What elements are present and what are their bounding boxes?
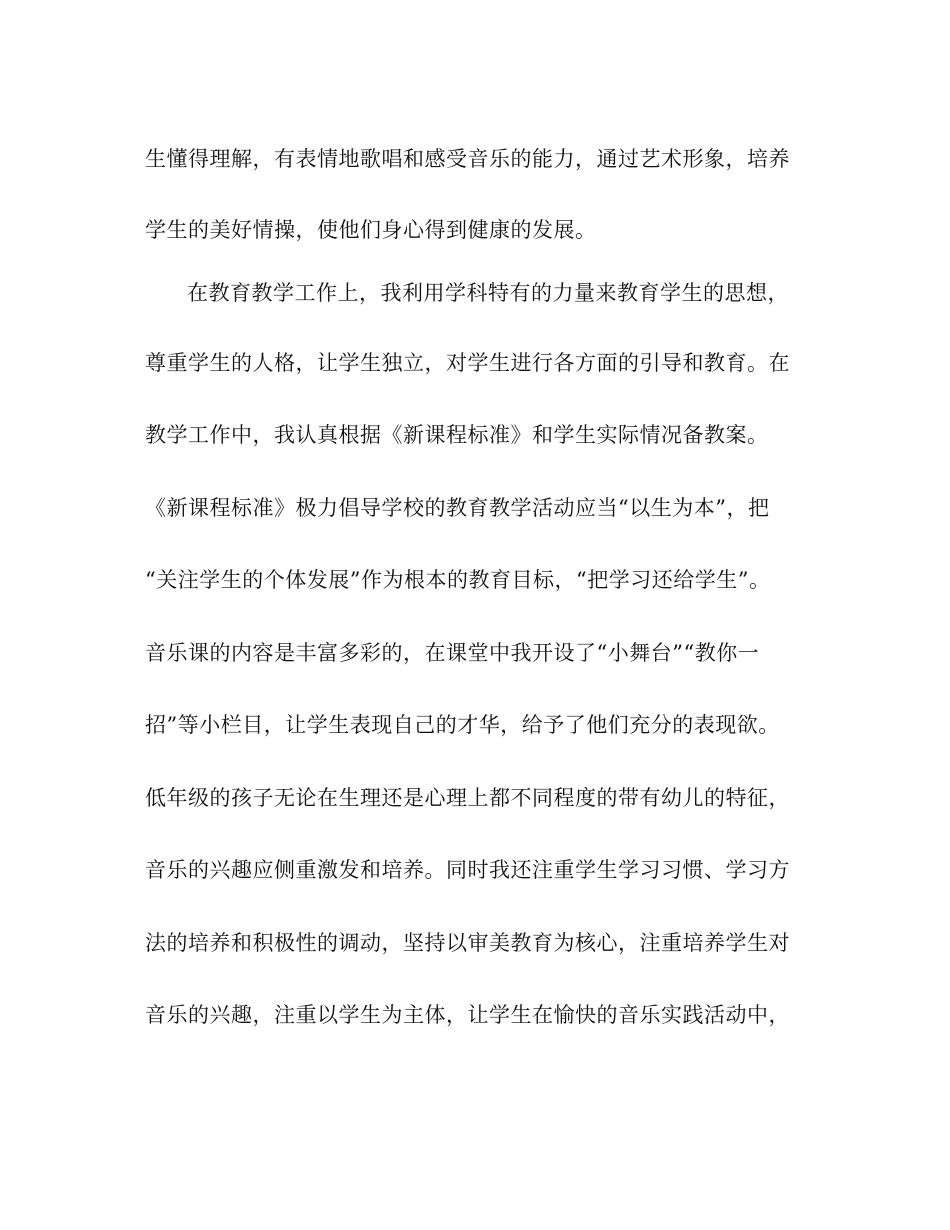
text-line-11: 音乐的兴趣应侧重激发和培养。同时我还注重学生学习习惯、学习方 bbox=[145, 858, 790, 882]
text-line-6: 《新课程标准》极力倡导学校的教育教学活动应当“以生为本”，把 bbox=[145, 496, 770, 520]
text-line-2: 学生的美好情操，使他们身心得到健康的发展。 bbox=[145, 218, 597, 242]
text-line-8: 音乐课的内容是丰富多彩的，在课堂中我开设了“小舞台”“教你一 bbox=[145, 641, 760, 665]
text-line-13: 音乐的兴趣，注重以学生为主体，让学生在愉快的音乐实践活动中， bbox=[145, 1003, 790, 1027]
paragraph-start-line: 在教育教学工作上，我利用学科特有的力量来教育学生的思想， bbox=[187, 281, 789, 305]
text-line-1: 生懂得理解，有表情地歌唱和感受音乐的能力，通过艺术形象，培养 bbox=[145, 147, 790, 171]
text-line-10: 低年级的孩子无论在生理还是心理上都不同程度的带有幼儿的特征， bbox=[145, 786, 790, 810]
text-line-5: 教学工作中，我认真根据《新课程标准》和学生实际情况备教案。 bbox=[145, 423, 769, 447]
text-line-4: 尊重学生的人格，让学生独立，对学生进行各方面的引导和教育。在 bbox=[145, 351, 790, 375]
text-line-9: 招”等小栏目，让学生表现自己的才华，给予了他们充分的表现欲。 bbox=[145, 713, 780, 737]
text-line-7: “关注学生的个体发展”作为根本的教育目标，“把学习还给学生”。 bbox=[145, 568, 771, 592]
text-line-12: 法的培养和积极性的调动，坚持以审美教育为核心，注重培养学生对 bbox=[145, 931, 790, 955]
